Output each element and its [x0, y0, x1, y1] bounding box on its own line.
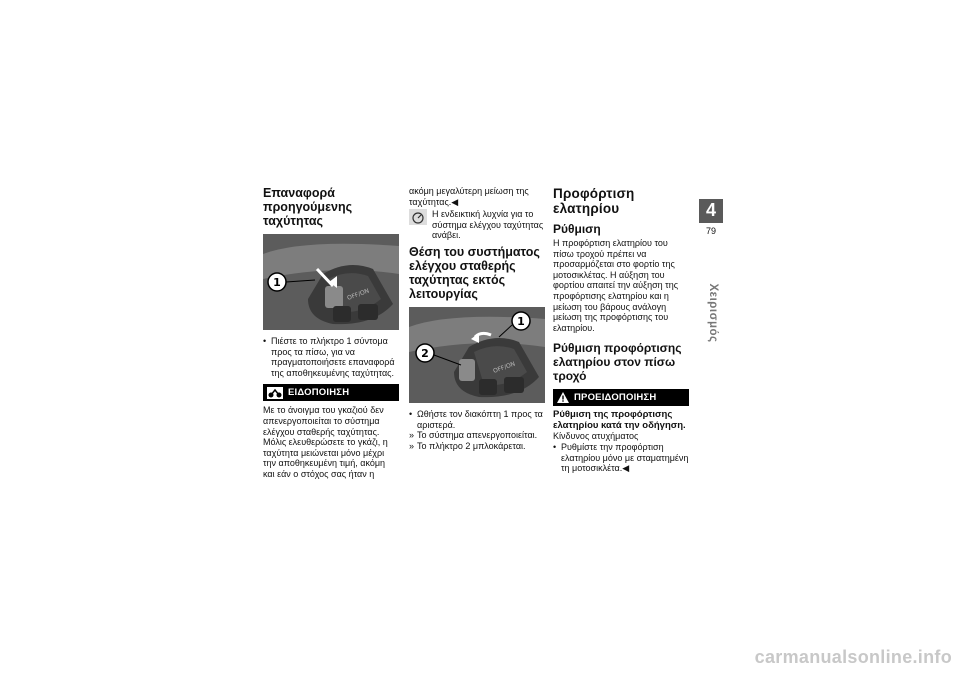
section-title-spring-preload: Προφόρτιση ελατηρίου: [553, 186, 635, 216]
warning-bar: [553, 389, 689, 406]
subsection-adjustment: Ρύθμιση: [553, 222, 601, 236]
watermark: carmanualsonline.info: [754, 647, 952, 667]
notice-bar: [263, 384, 399, 401]
chapter-vertical-title: Χειρισμός: [707, 283, 719, 343]
page-number: 79: [705, 226, 716, 236]
chapter-number: 4: [705, 200, 716, 220]
section-title-resume-speed: Επαναφορά προηγούμενης ταχύτητας: [263, 186, 353, 228]
handlebar-photo-1: [263, 234, 399, 330]
figure-label-1b: 1: [517, 314, 525, 328]
warning-title: Ρύθμιση της προφόρτισης ελατηρίου κατά την οδήγηση.: [553, 409, 686, 431]
cruise-indicator-icon: [409, 209, 427, 241]
handlebar-photo-2: [409, 307, 545, 403]
instruction-bullet-2: • Ωθήστε τον διακόπτη 1 προς τα αριστερά.: [409, 408, 543, 430]
subsection-rear-preload: Ρύθμιση προφόρτισης ελατηρίου στον πίσω τροχό: [553, 341, 682, 384]
warning-triangle-icon: [557, 392, 569, 403]
result-line-1: » Το σύστημα απενεργοποιείται.: [409, 430, 538, 441]
notice-text: Με το άνοιγμα του γκαζιού δεν απενεργοποιείται το σύστημα ελέγχου σταθερής ταχύτητας. Μόλις ελευθερώσετε το γκάζι, η ταχύτητα μειώνεται μόνο μέχρι την αποθηκευμένη τιμή, ακόμη και εάν ο στόχος σας ήταν η: [263, 405, 388, 479]
warning-risk: Κίνδυνος ατυχήματος: [553, 431, 639, 442]
figure-label-1: 1: [273, 276, 281, 289]
indicator-note: Η ενδεικτική λυχνία για το σύστημα ελέγχου ταχύτητας ανάβει.: [409, 209, 545, 241]
instruction-bullet: • Πιέστε το πλήκτρο 1 σύντομα προς τα πίσω, για να πραγματοποιήσετε επαναφορά της αποθηκευμένης ταχύτητας.: [263, 336, 395, 378]
motorcycle-notice-icon: [267, 387, 283, 399]
bullet-marker: •: [263, 336, 267, 346]
result-line-2: » Το πλήκτρο 2 μπλοκάρεται.: [409, 440, 526, 451]
handlebar-illustration: [263, 234, 399, 330]
handlebar-illustration-2: [409, 307, 545, 403]
warning-label: ΠΡΟΕΙΔΟΠΟΙΗΣΗ: [574, 392, 657, 404]
figure-label-2: 2: [421, 346, 429, 360]
column-middle: [409, 186, 545, 451]
section-title-cruise-off: Θέση του συστήματος ελέγχου σταθερής ταχύτητας εκτός λειτουργίας: [409, 244, 540, 301]
column-left: [263, 186, 399, 480]
continued-text: ακόμη μεγαλύτερη μείωση της ταχύτητας.◀: [409, 186, 529, 207]
column-right: [553, 186, 689, 474]
notice-label: ΕΙΔΟΠΟΙΗΣΗ: [288, 387, 350, 399]
switch-label: OFF/ON: [346, 287, 371, 302]
warning-bullet: • Ρυθμίστε την προφόρτιση ελατηρίου μόνο με σταματημένη τη μοτοσικλέτα.◀: [553, 441, 689, 474]
preload-paragraph: Η προφόρτιση ελατηρίου του πίσω τροχού πρέπει να προσαρμόζεται στο φορτίο της μοτοσικλέτας. Η αύξηση του φορτίου απαιτεί την αύξηση της προφόρτισης ελατηρίου και η μείωση του βάρους ανάλογη μείωση της προφόρτισης του ελατηρίου.: [553, 238, 679, 333]
switch-label-2: OFF/ON: [492, 360, 517, 375]
